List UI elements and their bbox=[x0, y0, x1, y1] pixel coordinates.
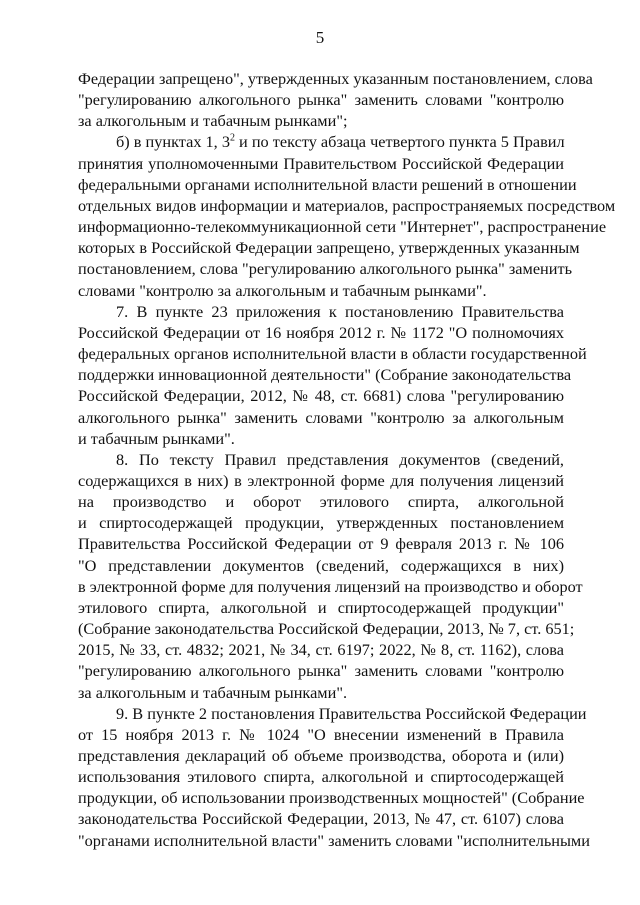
text-line: на производство и оборот этилового спирта, алкогольной bbox=[78, 492, 564, 512]
text-line: федеральных органов исполнительной власти в области государственной bbox=[78, 344, 587, 364]
text-line: алкогольного рынка" заменить словами "контролю за алкогольным bbox=[78, 407, 564, 427]
page-number: 5 bbox=[315, 28, 325, 47]
text-line: Федерации запрещено", утвержденных указанным постановлением, слова bbox=[78, 69, 593, 88]
superscript: 2 bbox=[229, 133, 235, 145]
text-line: информационно-телекоммуникационной сети "Интернет", распространение bbox=[78, 217, 607, 237]
text-line: "регулированию алкогольного рынка" заменить словами "контролю bbox=[78, 661, 564, 681]
text-line: 8. По тексту Правил представления документов (сведений, bbox=[116, 449, 564, 469]
text-line: за алкогольным и табачным рынками"; bbox=[78, 111, 348, 131]
text-line: постановлением, слова "регулированию алкогольного рынка" заменить bbox=[78, 259, 573, 279]
text-line: федеральными органами исполнительной власти решений в отношении bbox=[78, 174, 577, 194]
text-line: содержащихся в них) в электронной форме для получения лицензий bbox=[78, 470, 564, 490]
text-line: принятия уполномоченными Правительством Российской Федерации bbox=[78, 153, 564, 173]
text-line: продукции, об использовании производственных мощностей" (Собрание bbox=[78, 788, 585, 808]
text-fragment: б) в пунктах 1, 3 bbox=[116, 132, 230, 152]
text-line: Правительства Российской Федерации от 9 февраля 2013 г. № 106 bbox=[78, 534, 564, 554]
text-line: этилового спирта, алкогольной и спиртосодержащей продукции" bbox=[78, 597, 564, 617]
text-line: использования этилового спирта, алкогольной и спиртосодержащей bbox=[78, 767, 564, 787]
text-line: отдельных видов информации и материалов, распространяемых посредством bbox=[78, 195, 616, 215]
text-line: за алкогольным и табачным рынками". bbox=[78, 682, 348, 702]
text-line: 7. В пункте 23 приложения к постановлению Правительства bbox=[116, 301, 564, 321]
text-line: и табачным рынками". bbox=[78, 428, 235, 448]
text-line: Российской Федерации, 2012, № 48, ст. 6681) слова "регулированию bbox=[78, 386, 564, 406]
text-line: "О представлении документов (сведений, содержащихся в них) bbox=[78, 555, 564, 575]
text-line: в электронной форме для получения лицензий на производство и оборот bbox=[78, 576, 583, 596]
text-line: словами "контролю за алкогольным и табачным рынками". bbox=[78, 280, 487, 300]
text-line: и спиртосодержащей продукции, утвержденных постановлением bbox=[78, 513, 564, 533]
text-line: Российской Федерации от 16 ноября 2012 г. № 1172 "О полномочиях bbox=[78, 322, 564, 342]
text-line: которых в Российской Федерации запрещено, утвержденных указанным bbox=[78, 238, 580, 258]
text-line: от 15 ноября 2013 г. № 1024 "О внесении изменений в Правила bbox=[78, 724, 564, 744]
text-line: законодательства Российской Федерации, 2013, № 47, ст. 6107) слова bbox=[78, 809, 564, 829]
text-line: 9. В пункте 2 постановления Правительства Российской Федерации bbox=[116, 703, 587, 723]
document-body bbox=[78, 68, 616, 851]
text-line: "регулированию алкогольного рынка" заменить словами "контролю bbox=[78, 90, 564, 110]
text-line: поддержки инновационной деятельности" (Собрание законодательства bbox=[78, 365, 572, 385]
text-line: (Собрание законодательства Российской Федерации, 2013, № 7, ст. 651; bbox=[78, 619, 575, 639]
text-line: 2015, № 33, ст. 4832; 2021, № 34, ст. 6197; 2022, № 8, ст. 1162), слова bbox=[78, 640, 564, 660]
text-line: "органами исполнительной власти" заменить словами "исполнительными bbox=[78, 830, 590, 850]
text-line bbox=[78, 131, 564, 152]
text-fragment: и по тексту абзаца четвертого пункта 5 Правил bbox=[234, 132, 565, 152]
text-line: представления деклараций об объеме производства, оборота и (или) bbox=[78, 746, 564, 765]
